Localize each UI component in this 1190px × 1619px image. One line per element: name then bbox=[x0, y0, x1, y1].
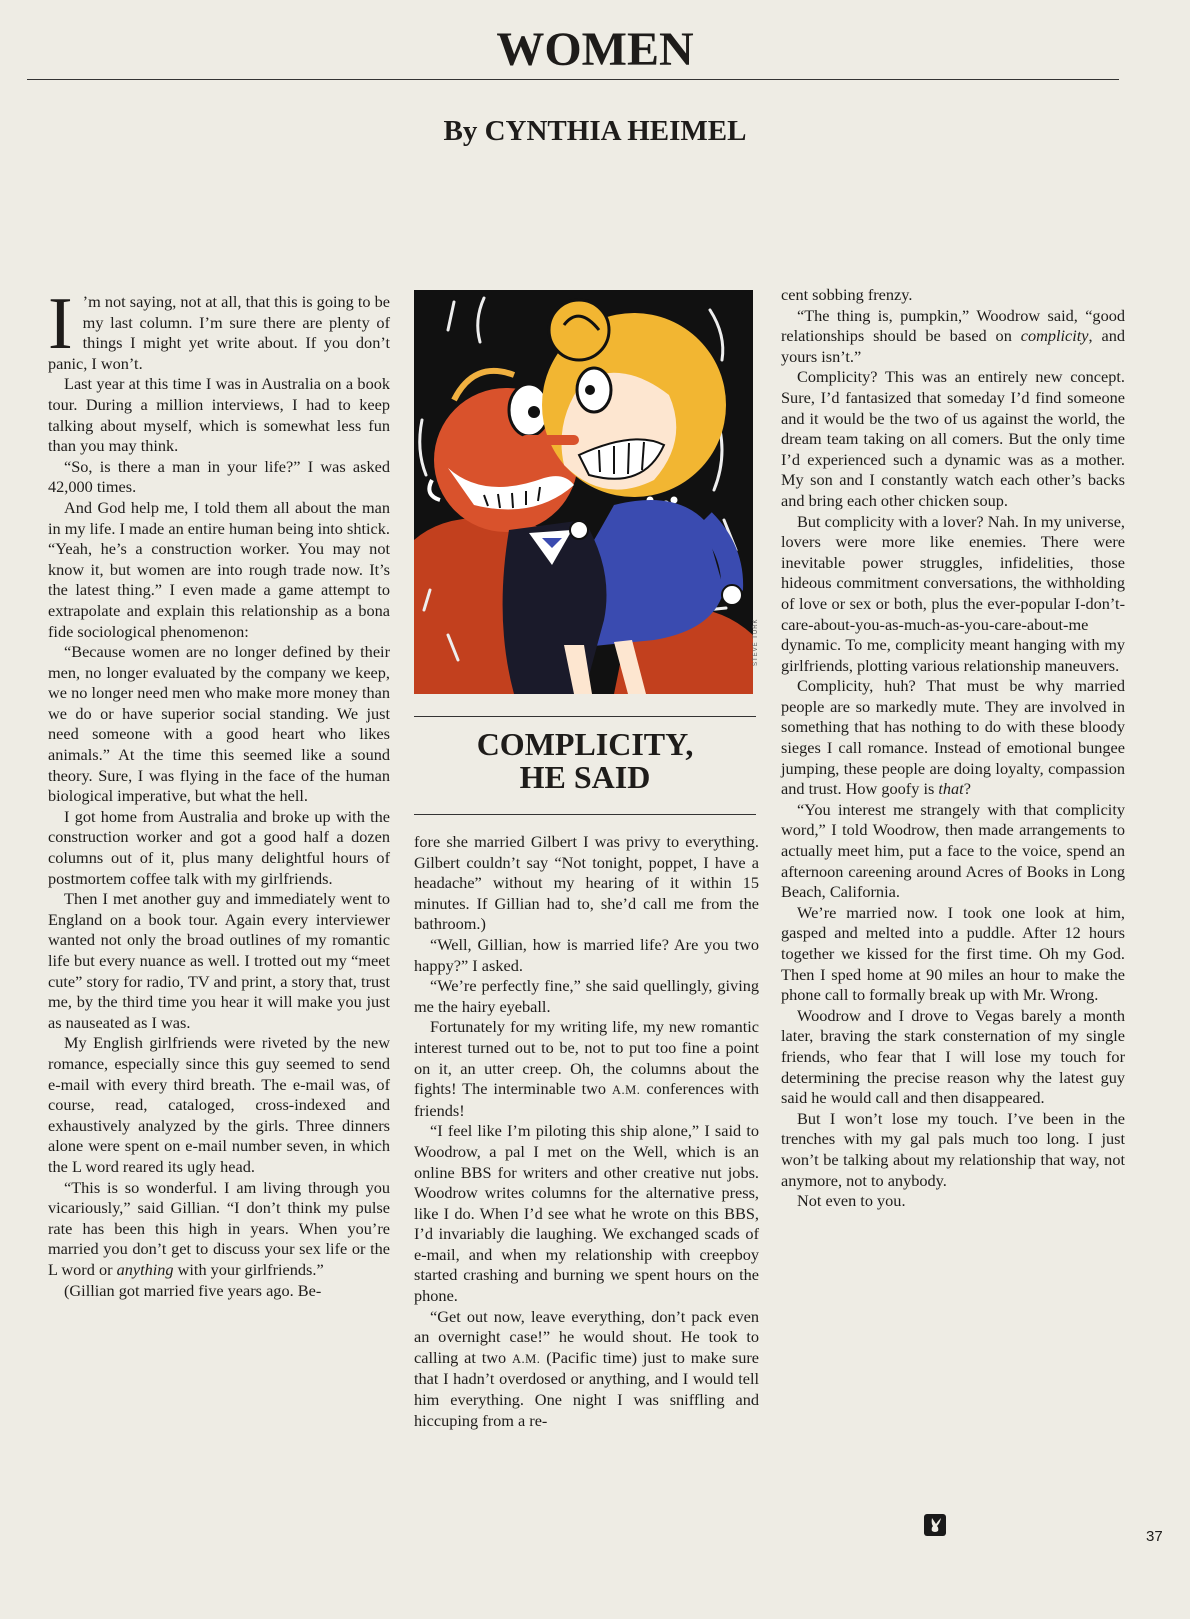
paragraph: I got home from Australia and broke up with the construction worker and got a good half a dozen columns out of it, plus many delightful hours of postmortem coffee talk with my girlfriends. bbox=[48, 806, 390, 888]
paragraph: We’re married now. I took one look at him, gasped and melted into a puddle. After 12 hours together we kissed for the first time. Oh my God. Then I sped home at 90 miles an hour to make the phone call to formally break up with Mr. Wrong. bbox=[781, 902, 1125, 1005]
paragraph: “So, is there a man in your life?” I was asked 42,000 times. bbox=[48, 456, 390, 497]
paragraph: “I feel like I’m piloting this ship alone,” I said to Woodrow, a pal I met on the Well, which is an online BBS for writers and other creative nut jobs. Woodrow writes columns for the alternative press, like I do. When I’d see what he wrote on this BBS, I’d invariably die laughing. We exchanged scads of e-mail, and when my relationship with creepboy started crashing and burning we spent hours on the phone. bbox=[414, 1121, 759, 1306]
paragraph: “The thing is, pumpkin,” Woodrow said, “good relationships should be based on complicity, and yours isn’t.” bbox=[781, 305, 1125, 366]
byline: By CYNTHIA HEIMEL bbox=[443, 115, 747, 147]
subhead: COMPLICITY, HE SAID bbox=[476, 726, 694, 795]
paragraph: My English girlfriends were riveted by the new romance, especially since this guy seemed to send e-mail with every third breath. The e-mail was, of course, read, cataloged, cross-indexed and exhaustively analyzed by the girls. Three dinners alone were spent on e-mail number seven, in which the L word reared its ugly head. bbox=[48, 1033, 390, 1176]
article-column-3 bbox=[781, 285, 1125, 1212]
paragraph: But complicity with a lover? Nah. In my universe, lovers were more like enemies. There were inevitable power struggles, infidelities, those hideous commitment conversations, the withholding of love or sex or both, plus the ever-popular I-don’t-care-about-you-as-much-as-you-care-about-me dynamic. To me, complicity meant hanging with my girlfriends, plotting various relationship maneuvers. bbox=[781, 511, 1125, 675]
paragraph: “Because women are no longer defined by their men, no longer evaluated by the company we keep, we no longer need men who make more money than we do or have superior social standing. We just need someone with a good heart who likes animals.” At the time this seemed like a sound theory. Sure, I was flying in the face of the human biological imperative, but what the hell. bbox=[48, 642, 390, 806]
bunny-logo-icon bbox=[924, 1514, 946, 1536]
paragraph: And God help me, I told them all about the man in my life. I made an entire human being into shtick. “Yeah, he’s a construction worker. You may not know it, but women are into rough trade now. It’s the latest thing.” I even made a game attempt to extrapolate and explain this relationship as a bona fide sociological phenomenon: bbox=[48, 497, 390, 641]
illustration-credit: STEVE TURK bbox=[753, 618, 759, 666]
article-column-2 bbox=[414, 832, 759, 1431]
article-column-1 bbox=[48, 283, 390, 1301]
paragraph: I ’m not saying, not at all, that this is going to be my last column. I’m sure there are plenty of things I might yet write about. If you don’t panic, I won’t. bbox=[48, 283, 390, 373]
page-number: 37 bbox=[1146, 1528, 1163, 1545]
paragraph: “Well, Gillian, how is married life? Are you two happy?” I asked. bbox=[414, 934, 759, 975]
paragraph: Complicity? This was an entirely new concept. Sure, I’d fantasized that someday I’d find someone and it would be the two of us against the world, the dream team taking on all comers. But the only time I’d experienced such a dynamic was as a mother. My son and I constantly watch each other’s backs and bring each other chicken soup. bbox=[781, 367, 1125, 510]
paragraph: “This is so wonderful. I am living through you vicariously,” said Gillian. “I don’t think my pulse rate has been this high in years. When you’re married you don’t get to discuss your sex life or the L word or anything with your girlfriends.” bbox=[48, 1177, 390, 1279]
subhead-rule-top bbox=[414, 716, 756, 717]
header-rule bbox=[27, 79, 1119, 80]
subhead-rule-bottom bbox=[414, 814, 756, 815]
paragraph: Complicity, huh? That must be why married people are so markedly mute. They are involved in something that has nothing to do with these bloody sieges I call romance. Instead of emotional bungee jumping, these people are doing loyalty, compassion and trust. How goofy is that? bbox=[781, 676, 1125, 799]
paragraph: Then I met another guy and immediately went to England on a book tour. Again every interviewer wanted not only the broad outlines of my romantic life but every nuance as well. I trotted out my “meet cute” story for radio, TV and print, a story that, trust me, by the third time you hear it will make you just as nauseated as I was. bbox=[48, 889, 390, 1032]
couple-illustration bbox=[414, 290, 753, 694]
paragraph: But I won’t lose my touch. I’ve been in the trenches with my gal pals much too long. I just won’t be talking about my relationship that way, not anymore, not to anybody. bbox=[781, 1108, 1125, 1190]
drop-cap: I bbox=[48, 283, 73, 365]
paragraph: Not even to you. bbox=[797, 1191, 906, 1211]
paragraph: “We’re perfectly fine,” she said quellingly, giving me the hairy eyeball. bbox=[414, 976, 759, 1016]
paragraph: Woodrow and I drove to Vegas barely a month later, braving the stark consternation of my single friends, who fear that I will lose my touch for determining the precise reason why the latest guy said he would call and then disappeared. bbox=[781, 1005, 1125, 1108]
paragraph: fore she married Gilbert I was privy to everything. Gilbert couldn’t say “Not tonight, poppet, I have a headache” without my hearing of it within 15 minutes. If Gillian had to, she’d call me from the bathroom.) bbox=[414, 832, 759, 934]
section-title: WOMEN bbox=[496, 23, 694, 76]
paragraph: (Gillian got married five years ago. Be- bbox=[64, 1280, 322, 1300]
paragraph: Fortunately for my writing life, my new romantic interest turned out to be, not to put too fine a point on it, an utter creep. Oh, the columns about the fights! The interminable two A.M. conferences with friends! bbox=[414, 1017, 759, 1120]
paragraph: Last year at this time I was in Australia on a book tour. During a million interviews, I had to keep talking about myself, which is somewhat less fun than you may think. bbox=[48, 374, 390, 456]
paragraph: “Get out now, leave everything, don’t pack even an overnight case!” he would shout. He took to calling at two A.M. (Pacific time) just to make sure that I hadn’t overdosed or anything, and I would tell him everything. One night I was sniffling and hiccuping from a re- bbox=[414, 1306, 759, 1430]
paragraph: “You interest me strangely with that complicity word,” I told Woodrow, then made arrangements to actually meet him, put a face to the voice, spend an afternoon careening around Acres of Books in Long Beach, California. bbox=[781, 799, 1125, 902]
paragraph: cent sobbing frenzy. bbox=[781, 285, 913, 304]
